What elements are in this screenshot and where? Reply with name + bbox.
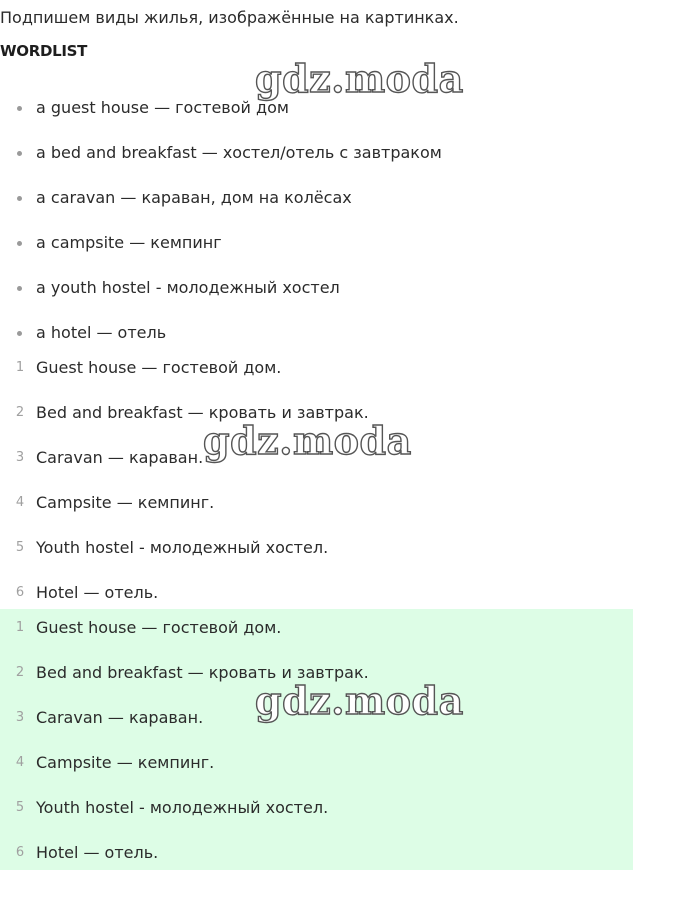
list-item-text: a youth hostel - молодежный хостел — [36, 278, 340, 297]
bullet-icon — [17, 106, 22, 111]
list-item — [0, 96, 680, 141]
answer-text: Hotel — отель. — [36, 843, 159, 862]
answer-item — [0, 536, 680, 581]
answer-text: Hotel — отель. — [36, 583, 159, 602]
answer-text: Guest house — гостевой дом. — [36, 358, 282, 377]
answer-item — [0, 796, 680, 841]
item-number: 5 — [15, 800, 25, 815]
watermark: gdz.moda — [203, 418, 412, 463]
answer-text: Caravan — караван. — [36, 708, 204, 727]
answer-item — [0, 706, 680, 751]
answer-list — [0, 356, 680, 626]
answer-item — [0, 401, 680, 446]
list-item-text: a hotel — отель — [36, 323, 167, 342]
list-item-text: a campsite — кемпинг — [36, 233, 222, 252]
bullet-icon — [17, 196, 22, 201]
list-item — [0, 141, 680, 186]
answer-text: Bed and breakfast — кровать и завтрак. — [36, 403, 369, 422]
item-number: 3 — [15, 710, 25, 725]
answer-text: Youth hostel - молодежный хостел. — [36, 538, 329, 557]
answer-item — [0, 841, 680, 886]
highlighted-answer-list — [0, 616, 680, 886]
list-item-text: a bed and breakfast — хостел/отель с завтраком — [36, 143, 442, 162]
bullet-icon — [17, 151, 22, 156]
item-number: 5 — [15, 540, 25, 555]
answer-item — [0, 616, 680, 661]
watermark: gdz.moda — [255, 678, 464, 723]
answer-text: Youth hostel - молодежный хостел. — [36, 798, 329, 817]
item-number: 6 — [15, 585, 25, 600]
bullet-icon — [17, 286, 22, 291]
answer-text: Campsite — кемпинг. — [36, 493, 215, 512]
wordlist — [0, 96, 680, 366]
answer-item — [0, 446, 680, 491]
item-number: 3 — [15, 450, 25, 465]
item-number: 4 — [15, 755, 25, 770]
answer-item — [0, 356, 680, 401]
item-number: 4 — [15, 495, 25, 510]
intro-text: Подпишем виды жилья, изображённые на картинках. — [0, 8, 459, 27]
bullet-icon — [17, 241, 22, 246]
item-number: 1 — [15, 620, 25, 635]
answer-text: Campsite — кемпинг. — [36, 753, 215, 772]
list-item — [0, 186, 680, 231]
wordlist-heading: WORDLIST — [0, 42, 88, 60]
item-number: 6 — [15, 845, 25, 860]
item-number: 2 — [15, 665, 25, 680]
answer-item — [0, 661, 680, 706]
list-item — [0, 231, 680, 276]
answer-text: Bed and breakfast — кровать и завтрак. — [36, 663, 369, 682]
list-item — [0, 276, 680, 321]
answer-text: Caravan — караван. — [36, 448, 204, 467]
item-number: 1 — [15, 360, 25, 375]
list-item-text: a guest house — гостевой дом — [36, 98, 289, 117]
answer-text: Guest house — гостевой дом. — [36, 618, 282, 637]
watermark: gdz.moda — [255, 56, 464, 101]
list-item-text: a caravan — караван, дом на колёсах — [36, 188, 352, 207]
answer-item — [0, 751, 680, 796]
bullet-icon — [17, 331, 22, 336]
item-number: 2 — [15, 405, 25, 420]
answer-item — [0, 491, 680, 536]
